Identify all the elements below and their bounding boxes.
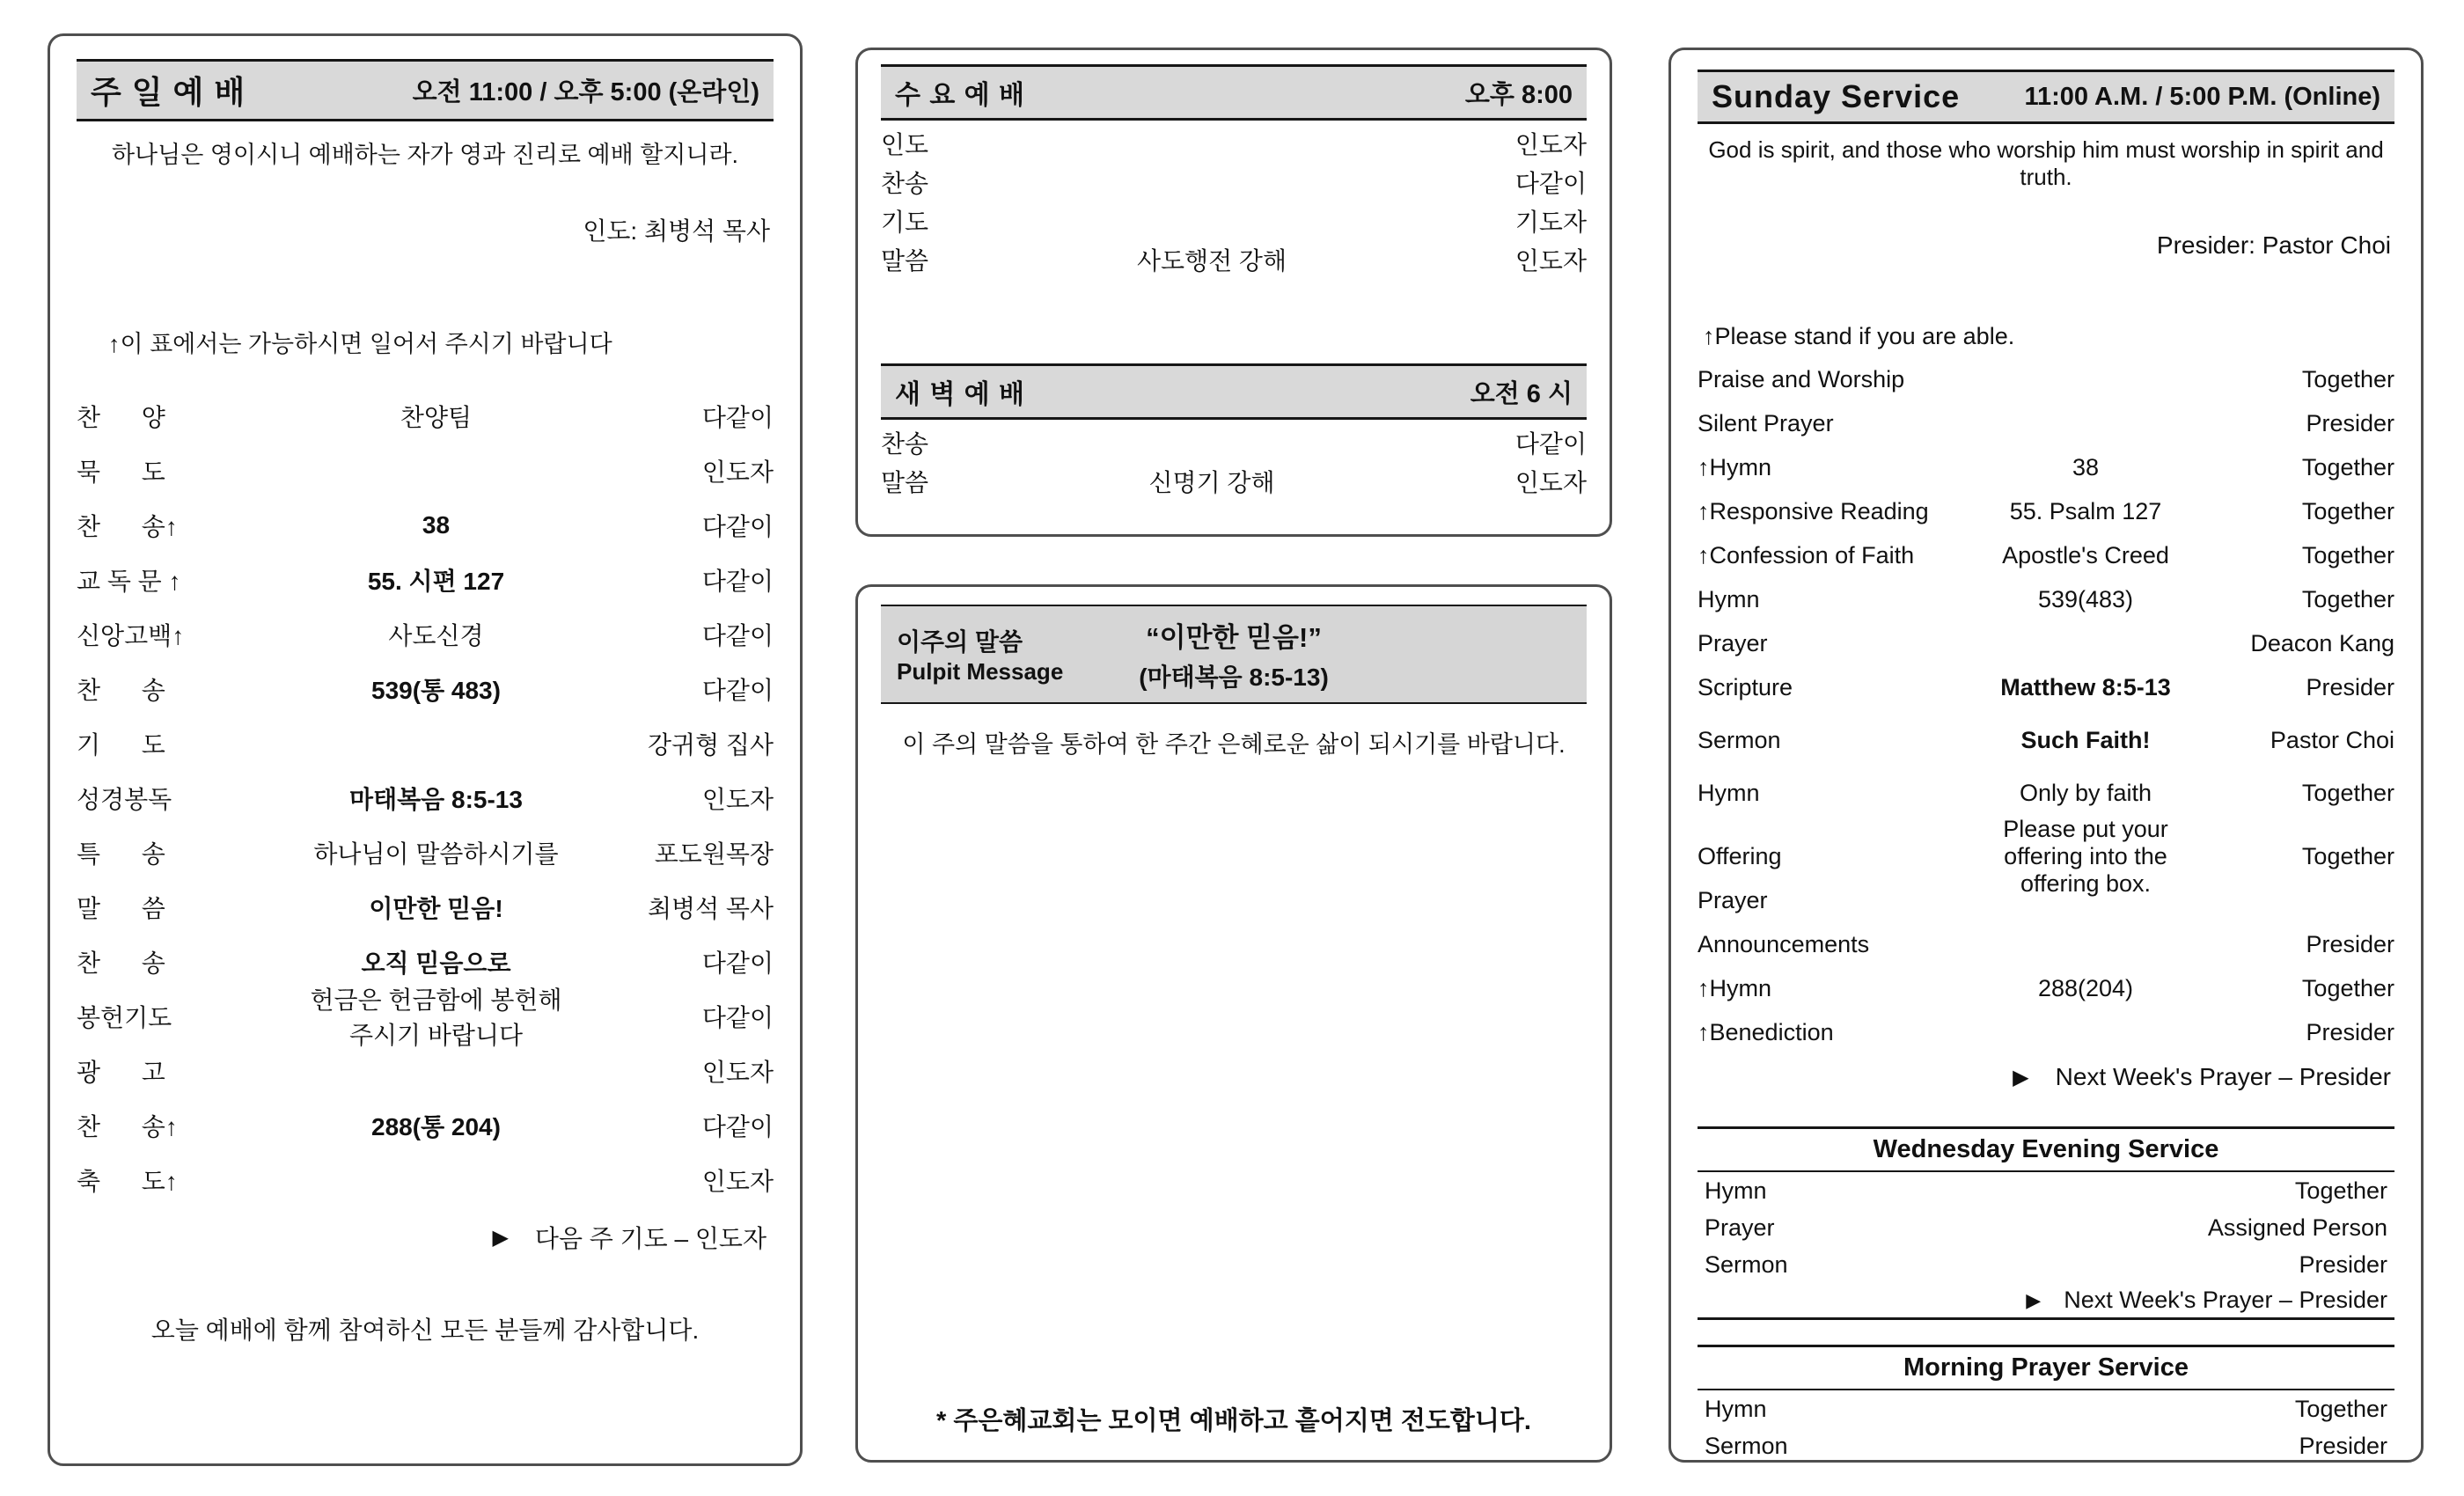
service-row-label: Scripture	[1698, 673, 1793, 700]
morning-prayer-section	[1698, 1345, 2394, 1463]
service-row-label: 특 송	[77, 840, 165, 868]
service-row-value: 사도행전 강해	[1136, 247, 1287, 275]
service-row	[77, 1044, 774, 1098]
service-row-label: ↑Benediction	[1698, 1018, 1834, 1045]
service-row-participant: Together	[2301, 779, 2394, 806]
service-row-label: 기 도	[77, 731, 165, 759]
service-row-value: 신명기 강해	[1148, 469, 1275, 496]
service-row-label: Sermon	[1705, 1250, 1788, 1278]
service-row-participant: 인도자	[701, 1059, 774, 1086]
service-row-participant: 인도자	[1514, 469, 1587, 496]
service-row-participant: Assigned Person	[2207, 1214, 2387, 1241]
service-row	[1698, 771, 2394, 815]
pulpit-message-header	[881, 605, 1587, 704]
service-row-value: 539(통 483)	[371, 677, 501, 704]
service-row-label: ↑Hymn	[1698, 974, 1772, 1001]
service-row-participant: Deacon Kang	[2250, 629, 2394, 656]
wednesday-service-time: 오후 8:00	[1464, 80, 1573, 109]
service-row-label: 찬 송↑	[77, 1113, 178, 1140]
service-row-participant: 기도자	[1514, 209, 1587, 236]
korean-next-week-line	[77, 1220, 774, 1255]
service-row-label: Prayer	[1698, 886, 1768, 913]
english-service-time: 11:00 A.M. / 5:00 P.M. (Online)	[2024, 82, 2380, 111]
korean-service-time: 오전 11:00 / 오후 5:00 (온라인)	[412, 78, 759, 106]
wednesday-service-rows	[881, 124, 1587, 279]
english-sunday-service-panel	[1668, 48, 2424, 1463]
service-row-participant: Together	[2294, 1395, 2387, 1422]
english-opening-verse: God is spirit, and those who worship him must worship in spirit and truth.	[1708, 136, 2384, 190]
service-row-participant: 최병석 목사	[647, 895, 774, 922]
english-order-of-worship	[1698, 357, 2394, 1054]
service-row-participant: Together	[2301, 497, 2394, 524]
service-row-value: 539(483)	[2037, 585, 2134, 612]
service-row-label: 말씀	[881, 469, 929, 496]
english-service-title: Sunday Service	[1712, 78, 1961, 114]
service-row-participant: Together	[2301, 365, 2394, 392]
service-row	[1698, 665, 2394, 709]
korean-order-of-worship	[77, 389, 774, 1207]
service-row	[1698, 621, 2394, 665]
service-row-participant: Pastor Choi	[2270, 726, 2394, 753]
service-row-value: 288(204)	[2037, 974, 2134, 1001]
wednesday-service-header-bar	[881, 64, 1587, 121]
service-row-participant: Together	[2301, 842, 2394, 869]
korean-presider-line: 인도: 최병석 목사	[583, 217, 770, 245]
service-row-label: Hymn	[1705, 1395, 1767, 1422]
service-row-value: 마태복음 8:5-13	[349, 786, 523, 813]
service-row-participant: 인도자	[1514, 131, 1587, 158]
dawn-service-rows	[881, 423, 1587, 501]
service-row-value: Such Faith!	[2020, 726, 2151, 753]
service-row-label: Prayer	[1698, 629, 1768, 656]
wednesday-evening-title: Wednesday Evening Service	[1698, 1126, 2394, 1172]
service-row-participant: 다같이	[1514, 430, 1587, 458]
service-row	[1698, 1010, 2394, 1054]
service-row-value: 하나님이 말씀하시기를	[313, 840, 559, 868]
service-row-label: Sermon	[1705, 1432, 1788, 1459]
service-row-label: 찬 양	[77, 404, 165, 431]
service-row-label: 기도	[881, 209, 929, 236]
midweek-services-panel	[855, 48, 1612, 537]
service-row-label: 찬송	[881, 170, 929, 197]
service-row	[77, 771, 774, 825]
service-row	[77, 986, 774, 1049]
service-row-label: 교 독 문 ↑	[77, 568, 181, 595]
service-row-participant: 다같이	[701, 513, 774, 540]
morning-prayer-rows	[1698, 1390, 2394, 1463]
pulpit-message-body: 이 주의 말씀을 통하여 한 주간 은혜로운 삶이 되시기를 바랍니다.	[902, 731, 1566, 758]
service-row-label: Prayer	[1705, 1214, 1775, 1241]
service-row-participant: 다같이	[701, 950, 774, 977]
dawn-service-header-bar	[881, 363, 1587, 420]
service-row-label: ↑Hymn	[1698, 453, 1772, 480]
service-row	[1698, 357, 2394, 401]
next-week-arrow-icon: ▶	[2013, 1065, 2029, 1089]
service-row-label: 말 씀	[77, 895, 165, 922]
pulpit-message-panel	[855, 584, 1612, 1463]
service-row-label: 찬 송	[77, 950, 165, 977]
service-row-participant: Together	[2301, 585, 2394, 612]
service-row-participant: 포도원목장	[654, 840, 774, 868]
next-week-arrow-icon: ▶	[492, 1225, 509, 1250]
service-row	[881, 202, 1587, 240]
service-row	[1698, 1390, 2394, 1427]
service-row-participant: 다같이	[1514, 170, 1587, 197]
service-row-label: 찬 송	[77, 677, 165, 704]
service-row-participant: Presider	[2299, 1432, 2387, 1459]
service-row	[881, 423, 1587, 462]
english-presider-line: Presider: Pastor Choi	[2156, 231, 2391, 259]
service-row	[77, 662, 774, 716]
service-row-label: Praise and Worship	[1698, 365, 1905, 392]
morning-prayer-title: Morning Prayer Service	[1698, 1345, 2394, 1390]
service-row-value: 288(통 204)	[371, 1113, 501, 1140]
service-row-participant: Presider	[2306, 673, 2394, 700]
service-row-participant: 다같이	[701, 568, 774, 595]
service-row	[77, 1153, 774, 1207]
pulpit-sermon-title: “이만한 믿음!”	[1146, 622, 1322, 653]
service-row	[77, 553, 774, 607]
service-row-value: 55. Psalm 127	[2009, 497, 2162, 524]
service-row-participant: Presider	[2306, 1018, 2394, 1045]
service-row	[1698, 1209, 2394, 1246]
next-week-arrow-icon: ▶	[2026, 1288, 2042, 1311]
service-row-label: 인도	[881, 131, 929, 158]
service-row	[1698, 1246, 2394, 1283]
korean-service-header-bar	[77, 59, 774, 121]
service-row	[1698, 1427, 2394, 1463]
service-row	[881, 462, 1587, 501]
korean-opening-verse: 하나님은 영이시니 예배하는 자가 영과 진리로 예배 할지니라.	[111, 142, 739, 168]
service-row-label: 묵 도	[77, 458, 165, 486]
service-row	[1698, 1172, 2394, 1209]
service-row-participant: 인도자	[701, 458, 774, 486]
service-row-label: ↑Responsive Reading	[1698, 497, 1929, 524]
korean-thanks-line: 오늘 예배에 함께 참여하신 모든 분들께 감사합니다.	[150, 1316, 700, 1344]
service-row	[1698, 533, 2394, 577]
service-row-label: Offering	[1698, 842, 1782, 869]
service-row-label: Hymn	[1705, 1177, 1767, 1204]
service-row-label: 찬송	[881, 430, 929, 458]
service-row-value: 사도신경	[388, 622, 484, 649]
wednesday-evening-rows	[1698, 1172, 2394, 1283]
korean-next-week-text: 다음 주 기도 – 인도자	[534, 1225, 766, 1252]
service-row	[77, 389, 774, 444]
service-row-label: 광 고	[77, 1059, 165, 1086]
service-row-label: Sermon	[1698, 726, 1781, 753]
service-row	[77, 880, 774, 935]
service-row-participant: 다같이	[701, 1113, 774, 1140]
service-row-participant: 인도자	[701, 1168, 774, 1195]
service-row-value: 오직 믿음으로	[361, 950, 511, 977]
church-motto-line: * 주은혜교회는 모이면 예배하고 흩어지면 전도합니다.	[936, 1407, 1531, 1435]
service-row-label: Hymn	[1698, 585, 1760, 612]
service-row-participant: 강귀형 집사	[647, 731, 774, 759]
service-row	[1698, 401, 2394, 445]
service-row-participant: 인도자	[1514, 247, 1587, 275]
service-row	[1698, 815, 2394, 897]
service-row-label: 찬 송↑	[77, 513, 178, 540]
pulpit-title-english: Pulpit Message	[897, 658, 1064, 685]
service-row-value: Apostle's Creed	[2002, 541, 2169, 568]
service-row-label: Hymn	[1698, 779, 1760, 806]
service-row	[881, 240, 1587, 279]
service-row-value: 헌금은 헌금함에 봉헌해주시기 바랍니다	[310, 986, 562, 1049]
service-row	[1698, 445, 2394, 489]
service-row-participant: Presider	[2306, 930, 2394, 957]
wednesday-evening-section	[1698, 1126, 2394, 1320]
service-row-label: Silent Prayer	[1698, 409, 1834, 436]
service-row-participant: 다같이	[701, 1004, 774, 1031]
service-row-label: 축 도↑	[77, 1168, 178, 1195]
service-row	[881, 163, 1587, 202]
service-row-label: 말씀	[881, 247, 929, 275]
service-row-participant: 다같이	[701, 404, 774, 431]
pulpit-title-korean: 이주의 말씀	[897, 628, 1023, 656]
service-row-label: 성경봉독	[77, 786, 172, 813]
service-row-value: 55. 시편 127	[367, 568, 505, 595]
service-row-value: 찬양팀	[400, 404, 473, 431]
service-row-label: ↑Confession of Faith	[1698, 541, 1915, 568]
service-row	[1698, 489, 2394, 533]
service-row-participant: Together	[2301, 453, 2394, 480]
service-row-label: 신앙고백↑	[77, 622, 185, 649]
service-row-participant: Presider	[2299, 1250, 2387, 1278]
service-row	[77, 716, 774, 771]
service-row-participant: 인도자	[701, 786, 774, 813]
service-row-value: Matthew 8:5-13	[2000, 673, 2171, 700]
service-row-participant: 다같이	[701, 622, 774, 649]
service-row-value: 38	[422, 511, 451, 539]
service-row-participant: Presider	[2306, 409, 2394, 436]
wednesday-service-title: 수 요 예 배	[895, 81, 1025, 110]
service-row	[77, 825, 774, 880]
korean-service-title: 주 일 예 배	[91, 74, 246, 110]
pulpit-sermon-block	[1139, 615, 1329, 693]
service-row	[1698, 718, 2394, 762]
dawn-service-title: 새 벽 예 배	[895, 380, 1025, 409]
service-row-participant: Together	[2301, 974, 2394, 1001]
english-next-week-text: Next Week's Prayer – Presider	[2055, 1063, 2391, 1090]
service-row-value: Only by faith	[2019, 779, 2152, 806]
service-row-label: Announcements	[1698, 930, 1870, 957]
service-row-participant: 다같이	[701, 677, 774, 704]
korean-sunday-service-panel	[48, 33, 803, 1466]
service-row-value: 이만한 믿음!	[369, 895, 503, 922]
dawn-service-time: 오전 6 시	[1470, 379, 1573, 408]
pulpit-message-titles	[897, 623, 1139, 686]
korean-stand-note: ↑이 표에서는 가능하시면 일어서 주시기 바랍니다	[108, 331, 612, 357]
service-row	[77, 498, 774, 553]
service-row-value: Please put your offering into the offering box.	[2003, 815, 2168, 897]
service-row	[881, 124, 1587, 163]
pulpit-sermon-reference: (마태복음 8:5-13)	[1139, 664, 1329, 691]
service-row-value: 38	[2072, 453, 2100, 480]
service-row-label: 봉헌기도	[77, 1004, 172, 1031]
service-row-participant: Together	[2301, 541, 2394, 568]
wednesday-next-week-text: Next Week's Prayer – Presider	[2064, 1287, 2387, 1313]
service-row	[1698, 966, 2394, 1010]
service-row-participant: Together	[2294, 1177, 2387, 1204]
service-row	[1698, 922, 2394, 966]
english-service-header-bar	[1698, 70, 2394, 124]
english-stand-note: ↑Please stand if you are able.	[1703, 323, 2015, 349]
english-next-week-line	[1698, 1060, 2394, 1095]
service-row	[77, 607, 774, 662]
service-row	[1698, 577, 2394, 621]
service-row	[77, 444, 774, 498]
service-row	[77, 1098, 774, 1153]
wednesday-next-week-line	[1698, 1283, 2394, 1320]
